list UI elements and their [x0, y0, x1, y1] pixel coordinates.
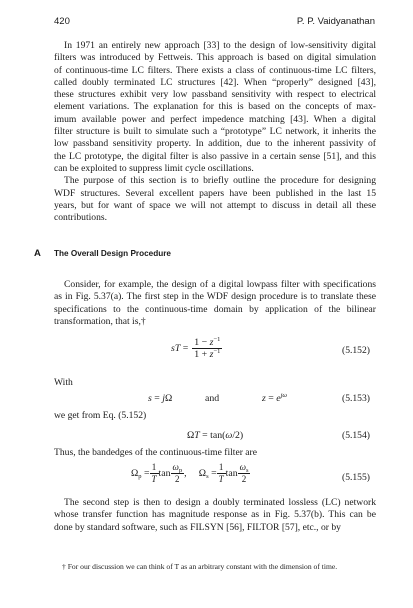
eq-right: $z = e^{j\omega}$ — [262, 392, 288, 404]
equation-number: (5.153) — [342, 393, 370, 404]
equation-5-152 — [171, 337, 222, 360]
text-line: filter structure is built to simulate such a “prototype” LC network, it inherits the — [54, 126, 376, 138]
equation-number: (5.154) — [342, 430, 370, 441]
equation-number: (5.155) — [342, 472, 370, 483]
thus-line: Thus, the bandedges of the continuous-time filter are — [54, 447, 258, 458]
text-line: Consider, for example, the design of a digital lowpass filter with specifications — [64, 279, 376, 290]
text-line: years, but for want of space we will not attempt to discuss in detail all these — [54, 199, 376, 211]
intro-paragraph-2 — [54, 175, 376, 224]
text-line: In 1971 an entirely new approach [33] to the design of low-sensitivity digital — [64, 40, 376, 51]
text-line: called doubly terminated LC structures [42]. When “properly” designed [43], — [54, 76, 376, 88]
equation-number: (5.152) — [342, 345, 370, 356]
we-get-line: we get from Eq. (5.152) — [54, 410, 147, 421]
text-line: The purpose of this section is to briefly outline the procedure for designing — [64, 175, 376, 187]
text-line: whose transfer function has magnitude response as in Fig. 5.37(b). This can be — [54, 509, 376, 521]
text-line: specifications to the continuous-time domain by application of the bilinear — [54, 303, 376, 315]
text-line: transformation, that is,† — [54, 315, 146, 327]
text-line: as in Fig. 5.37(a). The first step in the WDF design procedure is to translate these — [54, 291, 376, 303]
text-line: of continuous-time LC filters. There exists a class of continuous-time LC filters, — [54, 64, 376, 76]
eq-numerator: $1 - z^{-1}$ — [194, 336, 221, 348]
eq-denominator: $1 + z^{-1}$ — [194, 348, 221, 360]
eq-left: s = jΩ — [148, 393, 173, 404]
eq-lhs: sT = — [171, 343, 189, 354]
text-line: done by standard software, such as FILSYN [56], FILTOR [57], etc., or by — [54, 521, 341, 533]
eq-and: and — [205, 393, 220, 404]
text-line: WDF structures. Several excellent papers have been published in the last 15 — [54, 187, 376, 199]
text-line: the LC prototype, the digital filter is also passive in a certain sense [51], and this — [54, 150, 376, 162]
body-paragraph-4 — [54, 497, 376, 534]
text-line: The second step is then to design a doubly terminated lossless (LC) network — [64, 497, 376, 508]
footnote: † For our discussion we can think of T as an arbitrary constant with the dimension of time. — [62, 562, 338, 571]
text-line: these structures exhibit very low passband sensitivity with respect to electrical — [54, 89, 376, 101]
equation-5-155: $\Omega_p$ = $\frac{1}{T}$ tan $\frac{\omega_p}{2}$ , $\Omega_s$ = $\frac{1}{T}$ tan $\frac{\omega_s}{2}$ — [131, 462, 249, 484]
intro-paragraph-1 — [54, 40, 376, 175]
body-paragraph-3 — [54, 279, 376, 328]
eq-fraction — [192, 337, 222, 360]
running-head-author: P. P. Vaidyanathan — [296, 16, 375, 27]
text-line: low passband sensitivity property. In addition, due to the inherent passivity of — [54, 138, 376, 150]
page-number: 420 — [54, 16, 70, 27]
equation-5-153 — [148, 393, 172, 404]
section-title: The Overall Design Procedure — [54, 249, 171, 258]
text-line: imum available power and perfect impedence matching [43]. When a digital — [54, 113, 376, 125]
text-line: contributions. — [54, 212, 108, 224]
text-line: can be exploited to suppress limit cycle oscillations. — [54, 162, 254, 174]
text-line: filters was introduced by Fettweis. This approach is based on digital simulation — [54, 52, 376, 64]
text-line: element variations. The explanation for this is based on the concepts of max- — [54, 101, 376, 113]
section-letter: A — [34, 248, 41, 259]
equation-5-154: ΩT = tan(ω/2) — [187, 430, 244, 441]
with-label: With — [54, 377, 73, 388]
